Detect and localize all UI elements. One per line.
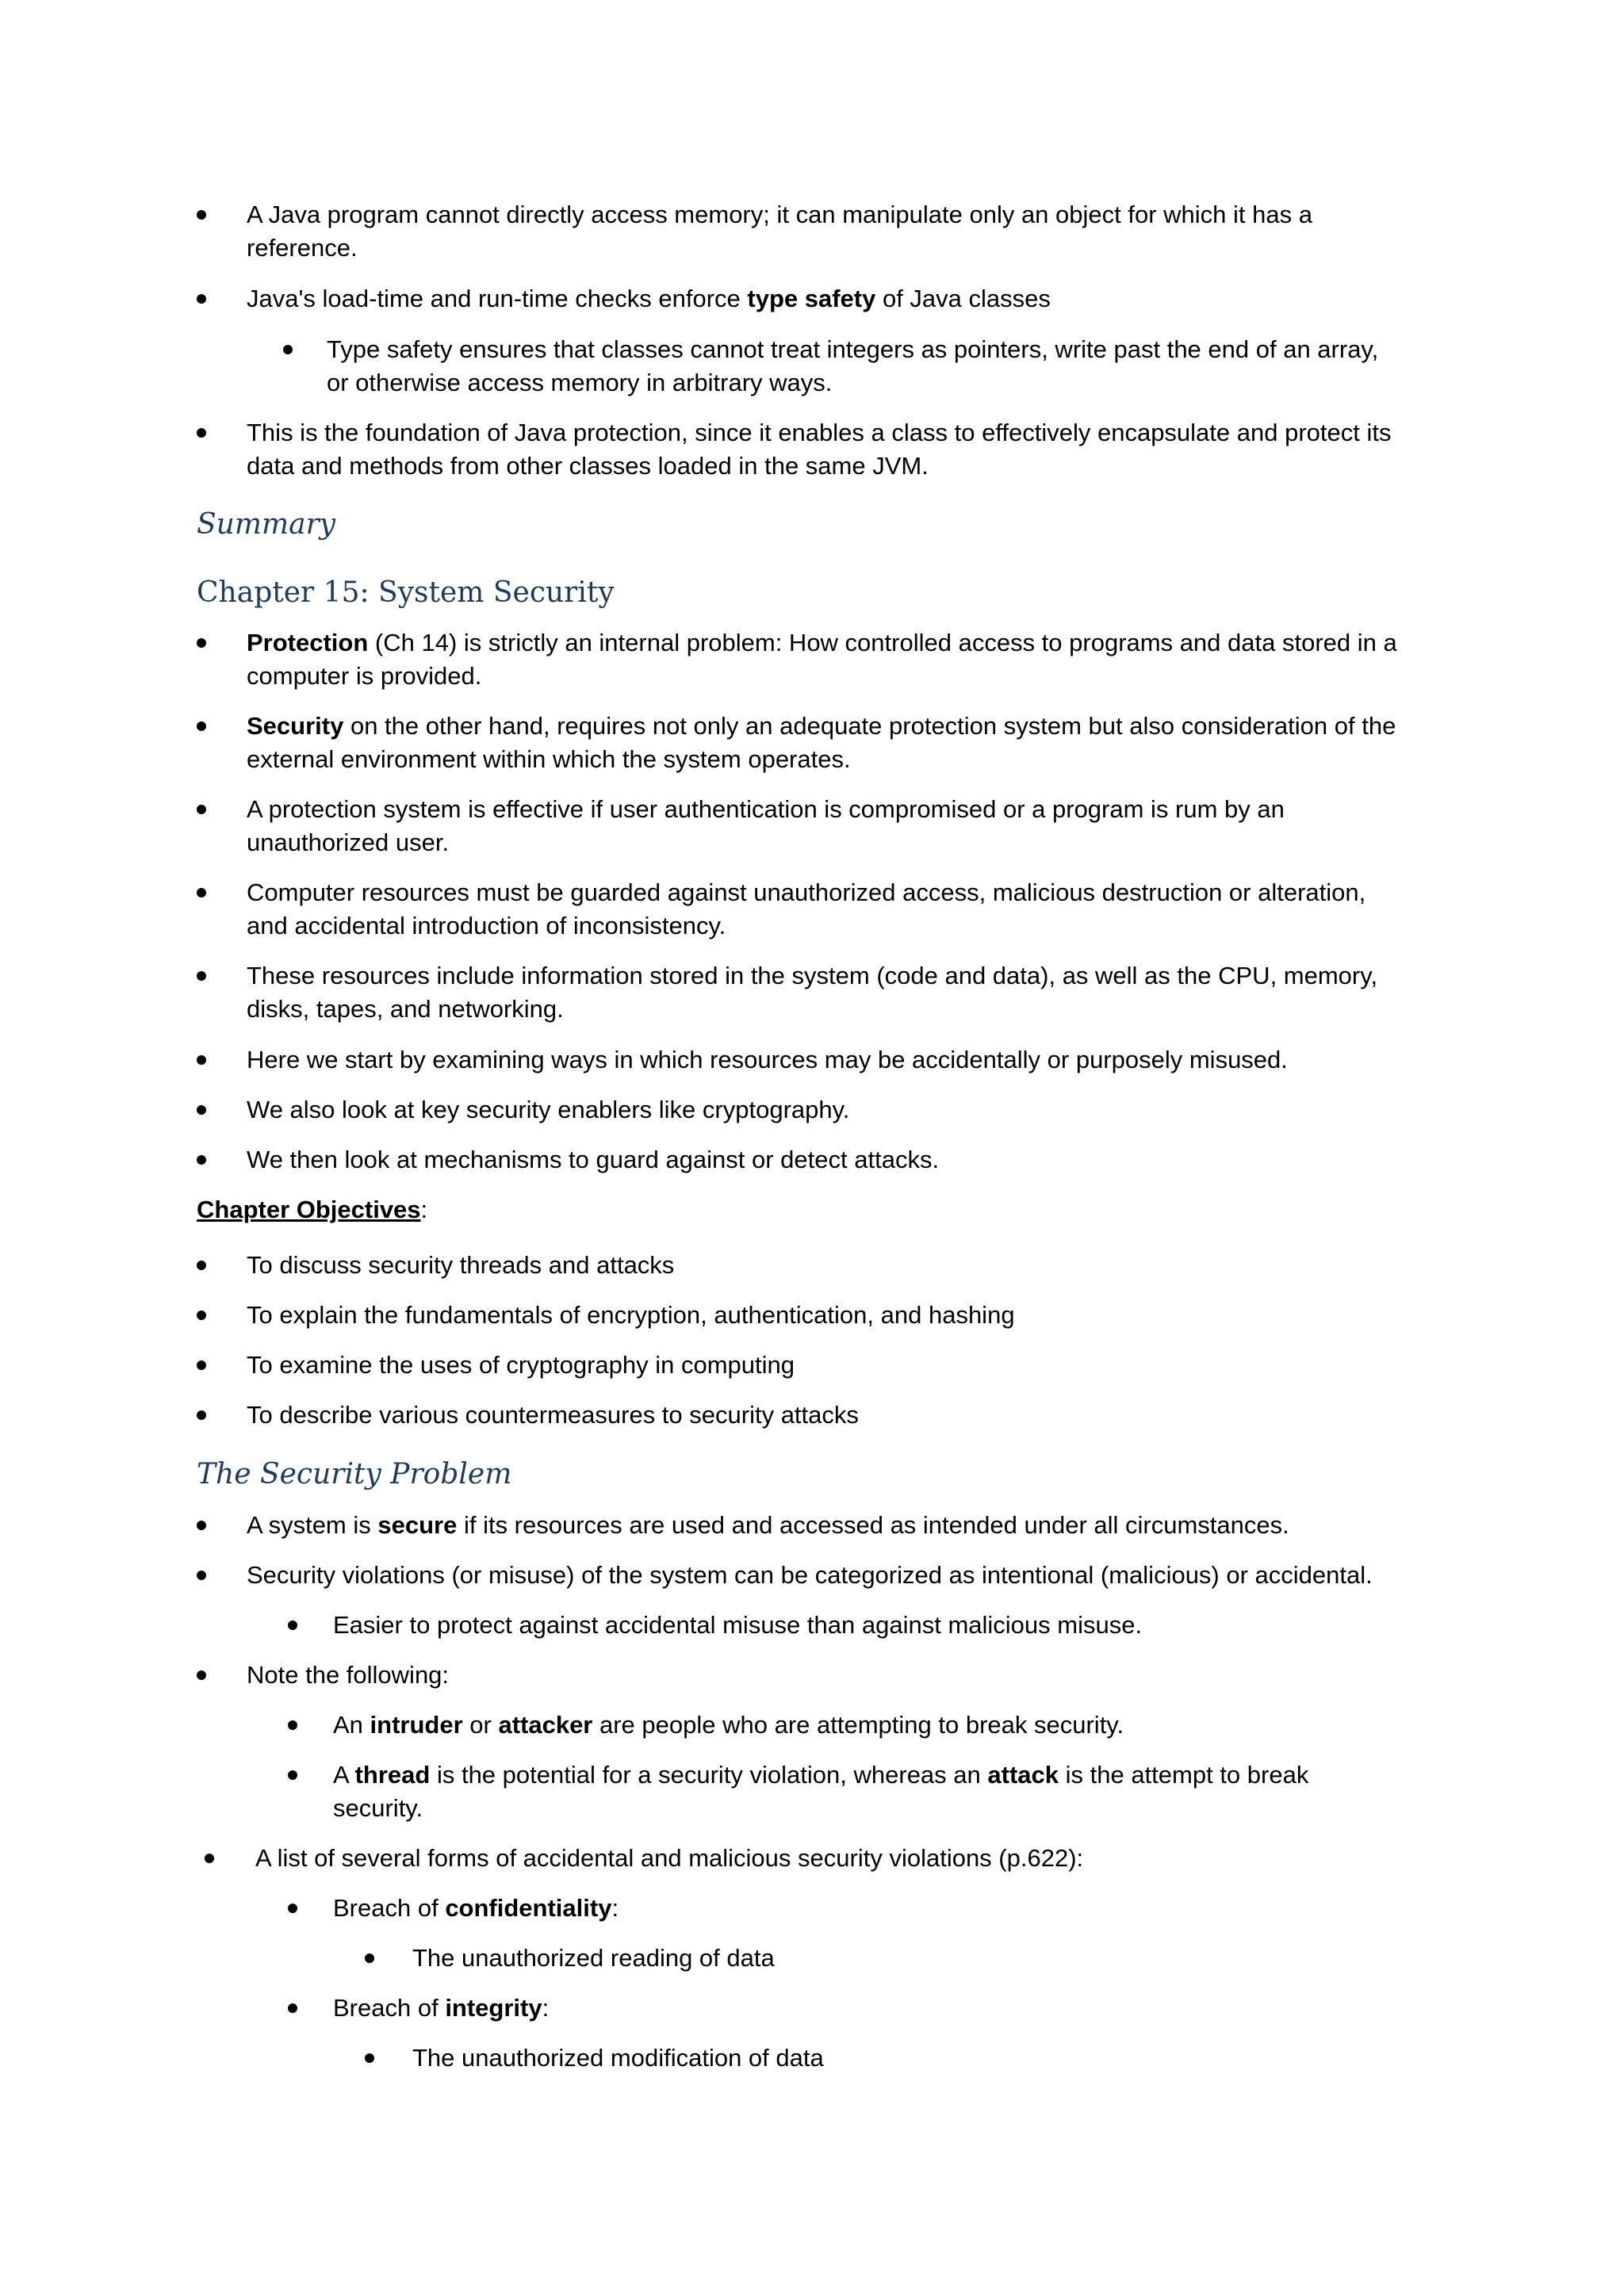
bullet-icon: [288, 1720, 297, 1730]
text-run: These resources include information stored in the system (code and data), as well as the CPU, memory,: [247, 962, 1378, 989]
text-line: [247, 626, 1397, 660]
bullet-icon: [197, 1521, 206, 1530]
bold-term: thread: [354, 1761, 431, 1789]
bold-term: integrity: [445, 1994, 542, 2022]
text-line: [247, 198, 1312, 232]
text-line: [247, 416, 1391, 450]
bullet-icon: [197, 210, 206, 220]
text-line: [333, 1892, 619, 1925]
text-run: if its resources are used and accessed as intended under all circumstances.: [457, 1511, 1289, 1539]
text-run: computer is provided.: [247, 662, 482, 690]
text-line: [247, 959, 1377, 993]
objectives-title: Chapter Objectives: [197, 1196, 421, 1223]
bullet-icon: [197, 428, 206, 438]
bullet-icon: [197, 1360, 206, 1370]
text-run: external environment within which the system operates.: [247, 745, 851, 773]
text-line: [247, 826, 1285, 859]
text-run: is the attempt to break: [1059, 1761, 1309, 1789]
text-run: or: [462, 1711, 499, 1739]
list-item-text: [247, 1249, 674, 1282]
text-line: [247, 1399, 859, 1432]
bullet-icon: [197, 805, 206, 814]
bullet-icon: [365, 2053, 374, 2063]
bullet-icon: [197, 638, 206, 648]
bold-term: intruder: [370, 1711, 463, 1739]
bullet-icon: [288, 1621, 297, 1630]
list-item-text: [247, 793, 1285, 859]
text-run: A list of several forms of accidental and malicious security violations (p.622):: [255, 1844, 1084, 1872]
text-line: [247, 282, 1051, 316]
text-line: [247, 1043, 1288, 1077]
bold-term: secure: [377, 1511, 458, 1539]
text-line: [412, 2042, 824, 2075]
list-item-text: [247, 1299, 1015, 1332]
text-line: [247, 1299, 1015, 1332]
text-line: [247, 909, 1365, 943]
text-line: [333, 1758, 1308, 1792]
text-line: [333, 1709, 1124, 1742]
text-run: The unauthorized reading of data: [412, 1944, 775, 1972]
list-item-text: [247, 626, 1397, 693]
text-run: (Ch 14) is strictly an internal problem: How controlled access to programs and data stored in a: [368, 629, 1397, 656]
text-run: on the other hand, requires not only an adequate protection system but also consideration of the: [343, 712, 1396, 740]
text-line: [247, 232, 1312, 265]
text-run: security.: [333, 1794, 423, 1822]
text-line: [412, 1942, 775, 1975]
bold-term: attacker: [498, 1711, 593, 1739]
list-item-text: [247, 1509, 1289, 1542]
list-item-text: [247, 1559, 1373, 1592]
list-item-text: [247, 876, 1365, 943]
text-line: [333, 1992, 549, 2025]
list-item-text: [333, 1892, 619, 1925]
text-line: [247, 1659, 449, 1692]
text-line: [247, 1509, 1289, 1542]
text-run: data and methods from other classes loaded in the same JVM.: [247, 452, 929, 480]
text-run: A system is: [247, 1511, 378, 1539]
bold-term: type safety: [747, 285, 876, 312]
text-run: Security violations (or misuse) of the system can be categorized as intentional (malicious) or accidental.: [247, 1561, 1373, 1589]
text-line: [247, 1559, 1373, 1592]
bullet-icon: [197, 1261, 206, 1270]
text-run: The unauthorized modification of data: [412, 2044, 824, 2072]
list-item-text: [255, 1842, 1083, 1875]
text-run: We then look at mechanisms to guard against or detect attacks.: [247, 1146, 940, 1173]
text-run: reference.: [247, 234, 358, 262]
text-line: [247, 743, 1396, 776]
text-line: [333, 1792, 1308, 1825]
text-run: Computer resources must be guarded against unauthorized access, malicious destruction or alteration,: [247, 878, 1366, 906]
text-line: [327, 366, 1378, 400]
list-item-text: [333, 1609, 1142, 1642]
bold-term: Security: [247, 712, 344, 740]
text-run: :: [542, 1994, 550, 2022]
text-run: To describe various countermeasures to security attacks: [247, 1401, 859, 1429]
text-run: are people who are attempting to break security.: [592, 1711, 1124, 1739]
text-line: [247, 1249, 674, 1282]
chapter-objectives-label: [197, 1193, 427, 1226]
list-item-text: [247, 1043, 1288, 1077]
list-item-text: [247, 959, 1377, 1026]
list-item-text: [327, 333, 1378, 400]
bullet-icon: [283, 345, 293, 354]
bold-term: Protection: [247, 629, 369, 656]
text-run: A protection system is effective if user authentication is compromised or a program is rum by an: [247, 795, 1285, 823]
list-item-text: [247, 710, 1396, 776]
chapter-heading: Chapter 15: System Security: [197, 576, 615, 609]
text-run: Note the following:: [247, 1661, 450, 1689]
bullet-icon: [288, 1904, 297, 1913]
bullet-icon: [197, 1311, 206, 1320]
text-line: [327, 333, 1378, 366]
bullet-icon: [288, 2003, 297, 2013]
text-line: [247, 710, 1396, 743]
bullet-icon: [197, 1571, 206, 1580]
bullet-icon: [197, 971, 206, 981]
list-item-text: [247, 1143, 939, 1177]
list-item-text: [333, 1758, 1308, 1825]
text-line: [247, 993, 1377, 1026]
list-item-text: [247, 1093, 849, 1127]
bullet-icon: [197, 1410, 206, 1420]
bold-term: confidentiality: [445, 1894, 612, 1922]
bullet-icon: [197, 1670, 206, 1680]
list-item-text: [247, 1399, 859, 1432]
text-line: [333, 1609, 1142, 1642]
objectives-colon: :: [420, 1196, 428, 1223]
text-line: [247, 876, 1365, 909]
list-item-text: [412, 1942, 775, 1975]
text-run: or otherwise access memory in arbitrary ways.: [327, 369, 833, 396]
bullet-icon: [197, 888, 206, 897]
text-run: To discuss security threads and attacks: [247, 1251, 675, 1279]
text-run: Here we start by examining ways in which resources may be accidentally or purposely misused.: [247, 1046, 1288, 1073]
list-item-text: [247, 416, 1391, 483]
bullet-icon: [197, 1155, 206, 1165]
text-run: disks, tapes, and networking.: [247, 995, 564, 1023]
bullet-icon: [197, 1105, 206, 1115]
list-item-text: [247, 1659, 449, 1692]
bullet-icon: [197, 721, 206, 731]
text-run: Java's load-time and run-time checks enforce: [247, 285, 748, 312]
list-item-text: [247, 282, 1051, 316]
text-run: A: [333, 1761, 355, 1789]
text-run: Easier to protect against accidental misuse than against malicious misuse.: [333, 1611, 1143, 1639]
text-run: A Java program cannot directly access memory; it can manipulate only an object for which it has a: [247, 201, 1312, 228]
list-item-text: [412, 2042, 824, 2075]
list-item-text: [247, 1349, 795, 1382]
text-run: We also look at key security enablers like cryptography.: [247, 1096, 850, 1123]
text-run: Breach of: [333, 1894, 446, 1922]
bullet-icon: [205, 1854, 214, 1863]
text-line: [247, 793, 1285, 826]
text-line: [255, 1842, 1083, 1875]
text-run: This is the foundation of Java protection, since it enables a class to effectively encapsulate and protect its: [247, 419, 1392, 446]
text-line: [247, 450, 1391, 483]
text-run: To explain the fundamentals of encryption, authentication, and hashing: [247, 1301, 1015, 1329]
text-run: is the potential for a security violation, whereas an: [430, 1761, 988, 1789]
bold-term: attack: [987, 1761, 1059, 1789]
text-line: [247, 1349, 795, 1382]
text-line: [247, 660, 1397, 693]
bullet-icon: [197, 1055, 206, 1065]
text-run: An: [333, 1711, 370, 1739]
bullet-icon: [197, 294, 206, 304]
list-item-text: [333, 1709, 1124, 1742]
text-run: unauthorized user.: [247, 828, 450, 856]
bullet-icon: [365, 1954, 374, 1963]
text-line: [247, 1143, 939, 1177]
list-item-text: [333, 1992, 549, 2025]
bullet-icon: [288, 1770, 297, 1780]
text-line: [247, 1093, 849, 1127]
security-problem-heading: The Security Problem: [197, 1458, 512, 1490]
summary-heading: Summary: [197, 508, 336, 541]
text-run: To examine the uses of cryptography in computing: [247, 1351, 795, 1379]
list-item-text: [247, 198, 1312, 265]
text-run: of Java classes: [875, 285, 1051, 312]
text-run: Breach of: [333, 1994, 446, 2022]
text-run: and accidental introduction of inconsistency.: [247, 912, 726, 939]
text-run: Type safety ensures that classes cannot treat integers as pointers, write past the end of an array,: [327, 335, 1379, 363]
text-run: :: [611, 1894, 619, 1922]
